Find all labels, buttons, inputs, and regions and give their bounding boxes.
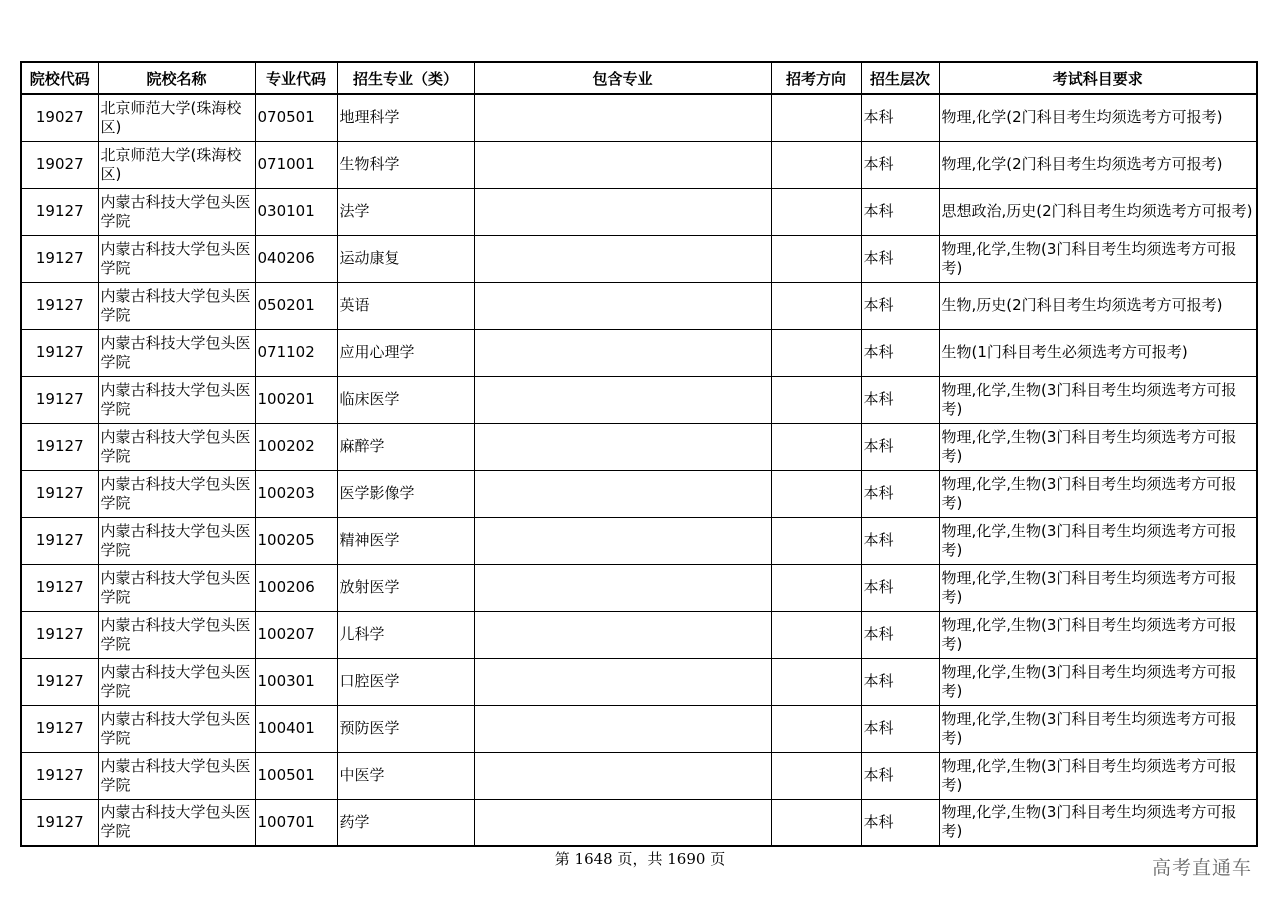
cell-school-code: 19127 xyxy=(21,423,98,470)
cell-included-majors xyxy=(474,423,771,470)
cell-direction xyxy=(771,705,861,752)
cell-school-name: 内蒙古科技大学包头医学院 xyxy=(98,470,255,517)
cell-major: 预防医学 xyxy=(337,705,474,752)
table-row xyxy=(21,611,1257,658)
table-row xyxy=(21,188,1257,235)
cell-major: 地理科学 xyxy=(337,94,474,141)
cell-level: 本科 xyxy=(861,799,939,846)
cell-included-majors xyxy=(474,376,771,423)
cell-subject-requirement: 物理,化学,生物(3门科目考生均须选考方可报考) xyxy=(939,752,1257,799)
table-header-row xyxy=(21,62,1257,94)
cell-major: 英语 xyxy=(337,282,474,329)
table-row xyxy=(21,517,1257,564)
table-row xyxy=(21,282,1257,329)
cell-direction xyxy=(771,470,861,517)
cell-school-name: 内蒙古科技大学包头医学院 xyxy=(98,188,255,235)
cell-major-code: 100202 xyxy=(255,423,337,470)
cell-major-code: 100301 xyxy=(255,658,337,705)
table-row xyxy=(21,235,1257,282)
table-row xyxy=(21,141,1257,188)
cell-major-code: 100701 xyxy=(255,799,337,846)
table-row xyxy=(21,470,1257,517)
cell-school-name: 内蒙古科技大学包头医学院 xyxy=(98,282,255,329)
cell-school-code: 19127 xyxy=(21,658,98,705)
cell-major-code: 071102 xyxy=(255,329,337,376)
page-number: 第 1648 页，共 1690 页 xyxy=(554,850,726,868)
cell-subject-requirement: 物理,化学(2门科目考生均须选考方可报考) xyxy=(939,141,1257,188)
cell-major-code: 040206 xyxy=(255,235,337,282)
cell-included-majors xyxy=(474,705,771,752)
cell-subject-requirement: 物理,化学,生物(3门科目考生均须选考方可报考) xyxy=(939,235,1257,282)
cell-major-code: 100207 xyxy=(255,611,337,658)
cell-level: 本科 xyxy=(861,235,939,282)
cell-school-name: 内蒙古科技大学包头医学院 xyxy=(98,752,255,799)
cell-school-name: 内蒙古科技大学包头医学院 xyxy=(98,423,255,470)
cell-school-code: 19127 xyxy=(21,329,98,376)
cell-school-name: 内蒙古科技大学包头医学院 xyxy=(98,658,255,705)
table-row xyxy=(21,423,1257,470)
cell-direction xyxy=(771,517,861,564)
cell-school-code: 19127 xyxy=(21,188,98,235)
cell-direction xyxy=(771,188,861,235)
cell-school-name: 内蒙古科技大学包头医学院 xyxy=(98,705,255,752)
cell-direction xyxy=(771,564,861,611)
table-row xyxy=(21,658,1257,705)
cell-major: 麻醉学 xyxy=(337,423,474,470)
cell-direction xyxy=(771,423,861,470)
cell-school-code: 19127 xyxy=(21,470,98,517)
cell-subject-requirement: 物理,化学(2门科目考生均须选考方可报考) xyxy=(939,94,1257,141)
cell-level: 本科 xyxy=(861,423,939,470)
cell-direction xyxy=(771,282,861,329)
cell-school-name: 内蒙古科技大学包头医学院 xyxy=(98,235,255,282)
cell-school-code: 19027 xyxy=(21,94,98,141)
cell-included-majors xyxy=(474,282,771,329)
cell-included-majors xyxy=(474,188,771,235)
table-row xyxy=(21,376,1257,423)
cell-level: 本科 xyxy=(861,329,939,376)
cell-subject-requirement: 物理,化学,生物(3门科目考生均须选考方可报考) xyxy=(939,376,1257,423)
cell-school-code: 19127 xyxy=(21,564,98,611)
cell-subject-requirement: 物理,化学,生物(3门科目考生均须选考方可报考) xyxy=(939,658,1257,705)
cell-school-name: 北京师范大学(珠海校区) xyxy=(98,94,255,141)
cell-level: 本科 xyxy=(861,517,939,564)
watermark: 高考直通车 xyxy=(1151,857,1252,879)
cell-included-majors xyxy=(474,611,771,658)
table-row xyxy=(21,752,1257,799)
cell-school-name: 内蒙古科技大学包头医学院 xyxy=(98,799,255,846)
table-row xyxy=(21,564,1257,611)
cell-major-code: 100201 xyxy=(255,376,337,423)
cell-major-code: 070501 xyxy=(255,94,337,141)
cell-school-code: 19127 xyxy=(21,282,98,329)
table-row xyxy=(21,705,1257,752)
header-school-name: 院校名称 xyxy=(98,62,255,94)
cell-direction xyxy=(771,235,861,282)
cell-level: 本科 xyxy=(861,376,939,423)
cell-school-name: 内蒙古科技大学包头医学院 xyxy=(98,376,255,423)
cell-school-name: 内蒙古科技大学包头医学院 xyxy=(98,517,255,564)
cell-included-majors xyxy=(474,94,771,141)
cell-school-name: 内蒙古科技大学包头医学院 xyxy=(98,611,255,658)
cell-direction xyxy=(771,141,861,188)
cell-included-majors xyxy=(474,141,771,188)
cell-subject-requirement: 物理,化学,生物(3门科目考生均须选考方可报考) xyxy=(939,611,1257,658)
cell-included-majors xyxy=(474,799,771,846)
cell-school-code: 19027 xyxy=(21,141,98,188)
cell-direction xyxy=(771,94,861,141)
cell-major: 口腔医学 xyxy=(337,658,474,705)
header-school-code: 院校代码 xyxy=(21,62,98,94)
cell-included-majors xyxy=(474,658,771,705)
table-body xyxy=(21,94,1257,846)
cell-major-code: 071001 xyxy=(255,141,337,188)
cell-subject-requirement: 物理,化学,生物(3门科目考生均须选考方可报考) xyxy=(939,705,1257,752)
cell-direction xyxy=(771,611,861,658)
cell-school-code: 19127 xyxy=(21,799,98,846)
cell-major-code: 100203 xyxy=(255,470,337,517)
admission-table xyxy=(20,61,1258,847)
cell-level: 本科 xyxy=(861,94,939,141)
cell-subject-requirement: 物理,化学,生物(3门科目考生均须选考方可报考) xyxy=(939,470,1257,517)
header-included-majors: 包含专业 xyxy=(474,62,771,94)
cell-school-code: 19127 xyxy=(21,235,98,282)
header-major: 招生专业（类） xyxy=(337,62,474,94)
cell-level: 本科 xyxy=(861,141,939,188)
cell-school-name: 北京师范大学(珠海校区) xyxy=(98,141,255,188)
cell-level: 本科 xyxy=(861,705,939,752)
cell-subject-requirement: 物理,化学,生物(3门科目考生均须选考方可报考) xyxy=(939,423,1257,470)
cell-included-majors xyxy=(474,470,771,517)
cell-level: 本科 xyxy=(861,752,939,799)
cell-major: 医学影像学 xyxy=(337,470,474,517)
cell-subject-requirement: 思想政治,历史(2门科目考生均须选考方可报考) xyxy=(939,188,1257,235)
admission-table-container xyxy=(20,61,1256,847)
cell-level: 本科 xyxy=(861,188,939,235)
cell-subject-requirement: 生物(1门科目考生必须选考方可报考) xyxy=(939,329,1257,376)
cell-major-code: 100206 xyxy=(255,564,337,611)
cell-school-code: 19127 xyxy=(21,376,98,423)
header-direction: 招考方向 xyxy=(771,62,861,94)
cell-level: 本科 xyxy=(861,658,939,705)
cell-major-code: 100501 xyxy=(255,752,337,799)
cell-school-code: 19127 xyxy=(21,611,98,658)
cell-subject-requirement: 生物,历史(2门科目考生均须选考方可报考) xyxy=(939,282,1257,329)
cell-level: 本科 xyxy=(861,470,939,517)
cell-included-majors xyxy=(474,752,771,799)
table-row xyxy=(21,94,1257,141)
cell-major: 精神医学 xyxy=(337,517,474,564)
cell-major: 药学 xyxy=(337,799,474,846)
cell-major: 法学 xyxy=(337,188,474,235)
cell-major: 应用心理学 xyxy=(337,329,474,376)
header-subject-requirement: 考试科目要求 xyxy=(939,62,1257,94)
cell-major-code: 100401 xyxy=(255,705,337,752)
cell-subject-requirement: 物理,化学,生物(3门科目考生均须选考方可报考) xyxy=(939,517,1257,564)
cell-major-code: 050201 xyxy=(255,282,337,329)
cell-major: 放射医学 xyxy=(337,564,474,611)
cell-major: 儿科学 xyxy=(337,611,474,658)
cell-school-code: 19127 xyxy=(21,705,98,752)
table-row xyxy=(21,799,1257,846)
cell-major: 中医学 xyxy=(337,752,474,799)
cell-included-majors xyxy=(474,564,771,611)
cell-direction xyxy=(771,752,861,799)
cell-major: 运动康复 xyxy=(337,235,474,282)
cell-included-majors xyxy=(474,517,771,564)
header-level: 招生层次 xyxy=(861,62,939,94)
table-row xyxy=(21,329,1257,376)
cell-direction xyxy=(771,799,861,846)
cell-subject-requirement: 物理,化学,生物(3门科目考生均须选考方可报考) xyxy=(939,799,1257,846)
cell-level: 本科 xyxy=(861,282,939,329)
header-major-code: 专业代码 xyxy=(255,62,337,94)
cell-subject-requirement: 物理,化学,生物(3门科目考生均须选考方可报考) xyxy=(939,564,1257,611)
cell-direction xyxy=(771,658,861,705)
cell-major: 生物科学 xyxy=(337,141,474,188)
cell-level: 本科 xyxy=(861,611,939,658)
cell-major-code: 030101 xyxy=(255,188,337,235)
cell-major: 临床医学 xyxy=(337,376,474,423)
cell-direction xyxy=(771,376,861,423)
cell-school-name: 内蒙古科技大学包头医学院 xyxy=(98,329,255,376)
cell-major-code: 100205 xyxy=(255,517,337,564)
cell-school-code: 19127 xyxy=(21,517,98,564)
cell-school-name: 内蒙古科技大学包头医学院 xyxy=(98,564,255,611)
cell-school-code: 19127 xyxy=(21,752,98,799)
cell-included-majors xyxy=(474,235,771,282)
cell-included-majors xyxy=(474,329,771,376)
cell-direction xyxy=(771,329,861,376)
cell-level: 本科 xyxy=(861,564,939,611)
